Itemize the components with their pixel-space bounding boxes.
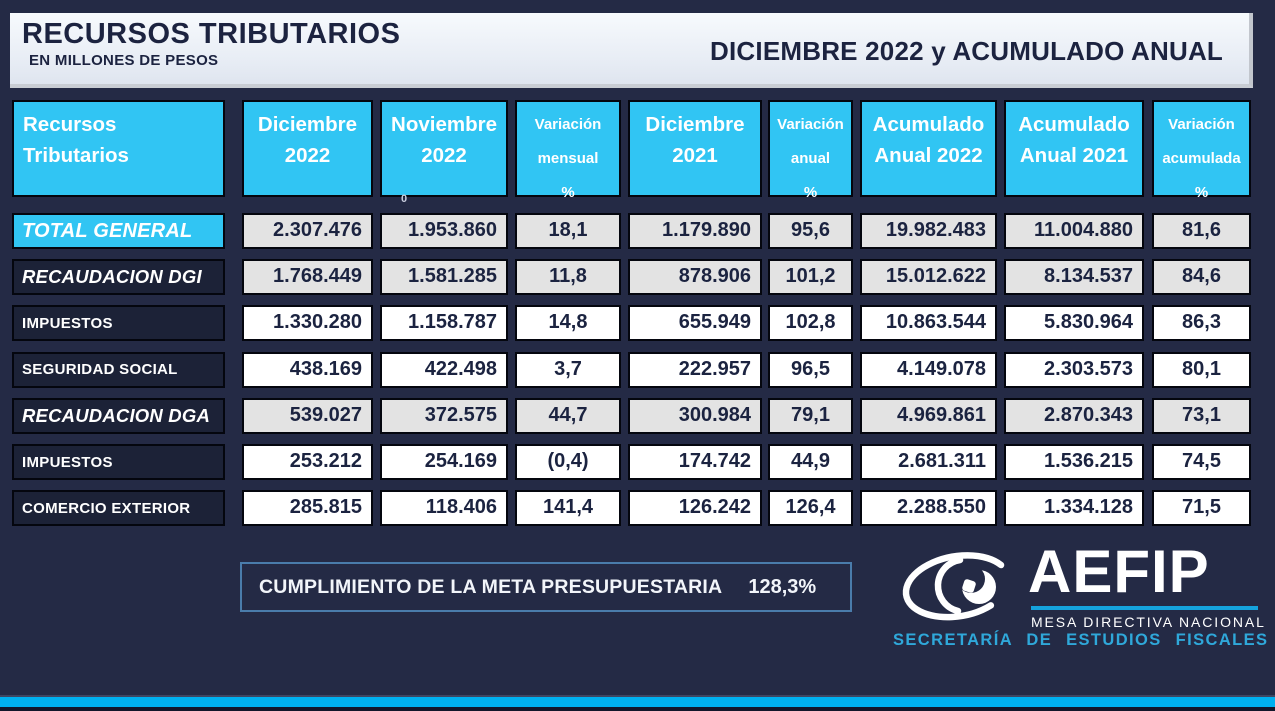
cell-diciembre-2022: 285.815 [242,490,373,526]
meta-label: CUMPLIMIENTO DE LA META PRESUPUESTARIA [259,575,723,598]
table-row [0,213,1275,249]
cell-acumulado-2022: 10.863.544 [860,305,997,341]
cell-diciembre-2021: 878.906 [628,259,762,295]
cell-diciembre-2021: 1.179.890 [628,213,762,249]
cell-acumulado-2021: 1.334.128 [1004,490,1144,526]
period-title: DICIEMBRE 2022 y ACUMULADO ANUAL [710,36,1223,66]
header-line: Variación [1168,116,1235,133]
cell-acumulado-2022: 4.149.078 [860,352,997,388]
cell-noviembre-2022: 1.581.285 [380,259,508,295]
cell-diciembre-2021: 174.742 [628,444,762,480]
page-subtitle: EN MILLONES DE PESOS [29,52,219,69]
cell-diciembre-2021: 126.242 [628,490,762,526]
cell-variacion-mensual: 44,7 [515,398,621,434]
cell-variacion-mensual: 18,1 [515,213,621,249]
cell-diciembre-2022: 1.330.280 [242,305,373,341]
column-header-variacion-acumulada [1152,100,1251,201]
table-row [0,444,1275,480]
row-label: IMPUESTOS [12,444,225,480]
header-line: 2021 [672,144,718,167]
header-line: Diciembre [645,113,745,136]
cell-variacion-anual: 101,2 [768,259,853,295]
column-header-recursos [12,100,225,197]
cell-variacion-anual: 79,1 [768,398,853,434]
cell-acumulado-2022: 19.982.483 [860,213,997,249]
cell-acumulado-2021: 8.134.537 [1004,259,1144,295]
header-line: Noviembre [391,113,497,136]
column-header-acumulado-2021 [1004,100,1144,197]
column-header-noviembre-2022 [380,100,508,197]
header-line: % [803,184,818,201]
header-line: Anual 2021 [1019,144,1129,167]
cell-acumulado-2022: 2.681.311 [860,444,997,480]
cell-variacion-anual: 126,4 [768,490,853,526]
cell-diciembre-2022: 438.169 [242,352,373,388]
cell-variacion-acumulada: 73,1 [1152,398,1251,434]
cell-acumulado-2022: 15.012.622 [860,259,997,295]
table-row [0,305,1275,341]
cell-variacion-acumulada: 86,3 [1152,305,1251,341]
header-line: anual [790,150,831,167]
cell-acumulado-2021: 1.536.215 [1004,444,1144,480]
cell-variacion-acumulada: 71,5 [1152,490,1251,526]
title-bar [10,13,1253,88]
cell-diciembre-2021: 300.984 [628,398,762,434]
cell-variacion-anual: 96,5 [768,352,853,388]
cell-diciembre-2022: 1.768.449 [242,259,373,295]
cell-diciembre-2022: 2.307.476 [242,213,373,249]
header-line: Diciembre [257,113,358,136]
column-header-diciembre-2022 [242,100,373,197]
table-row [0,490,1275,526]
aefip-wordmark: AEFIP [1028,538,1210,605]
cell-noviembre-2022: 422.498 [380,352,508,388]
cell-noviembre-2022: 1.158.787 [380,305,508,341]
cell-variacion-mensual: (0,4) [515,444,621,480]
header-line: Acumulado [872,113,985,136]
table-row [0,352,1275,388]
header-line: Anual 2022 [874,144,983,167]
table-row [0,398,1275,434]
logo-secretaria: SECRETARÍA DE ESTUDIOS FISCALES [893,631,1269,649]
stray-zero-artifact: 0 [401,193,408,205]
cell-noviembre-2022: 372.575 [380,398,508,434]
title-block [22,18,400,69]
cell-variacion-anual: 44,9 [768,444,853,480]
row-label: RECAUDACION DGA [12,398,225,434]
cell-variacion-acumulada: 74,5 [1152,444,1251,480]
column-header-acumulado-2022 [860,100,997,197]
header-line: Recursos [23,113,117,136]
cell-variacion-mensual: 14,8 [515,305,621,341]
header-line: acumulada [1162,150,1241,167]
cell-acumulado-2022: 2.288.550 [860,490,997,526]
logo-divider [1031,606,1258,610]
header-line: Acumulado [1018,113,1130,136]
cell-acumulado-2021: 11.004.880 [1004,213,1144,249]
cell-variacion-acumulada: 84,6 [1152,259,1251,295]
header-line: 2022 [284,144,331,167]
header-line: Variación [777,116,844,133]
bottom-stripe [0,697,1275,707]
cell-diciembre-2022: 539.027 [242,398,373,434]
header-line: 2022 [421,144,467,167]
cell-diciembre-2021: 222.957 [628,352,762,388]
row-label: TOTAL GENERAL [12,213,225,249]
cell-variacion-anual: 102,8 [768,305,853,341]
cell-variacion-acumulada: 80,1 [1152,352,1251,388]
header-line: Tributarios [23,144,129,167]
row-label: COMERCIO EXTERIOR [12,490,225,526]
column-header-variacion-mensual [515,100,621,201]
cell-diciembre-2021: 655.949 [628,305,762,341]
cell-variacion-mensual: 3,7 [515,352,621,388]
cell-acumulado-2021: 2.303.573 [1004,352,1144,388]
page-title: RECURSOS TRIBUTARIOS [22,18,401,50]
cell-noviembre-2022: 1.953.860 [380,213,508,249]
header-line: mensual [537,150,599,167]
column-header-diciembre-2021 [628,100,762,197]
row-label: RECAUDACION DGI [12,259,225,295]
cell-noviembre-2022: 254.169 [380,444,508,480]
cell-acumulado-2021: 2.870.343 [1004,398,1144,434]
meta-value: 128,3% [748,575,817,598]
cell-noviembre-2022: 118.406 [380,490,508,526]
bottom-edge [0,707,1275,711]
cell-diciembre-2022: 253.212 [242,444,373,480]
header-line: Variación [534,116,602,133]
cell-variacion-mensual: 11,8 [515,259,621,295]
cell-acumulado-2022: 4.969.861 [860,398,997,434]
row-label: SEGURIDAD SOCIAL [12,352,225,388]
header-line: % [561,184,575,201]
cell-variacion-acumulada: 81,6 [1152,213,1251,249]
aefip-eye-icon [897,545,1025,629]
column-header-variacion-anual [768,100,853,201]
logo-mesa-directiva: MESA DIRECTIVA NACIONAL [1031,614,1266,630]
cell-variacion-anual: 95,6 [768,213,853,249]
row-label: IMPUESTOS [12,305,225,341]
header-line: % [1194,184,1209,201]
cell-variacion-mensual: 141,4 [515,490,621,526]
cell-acumulado-2021: 5.830.964 [1004,305,1144,341]
table-row [0,259,1275,295]
meta-presupuestaria-box [240,562,852,612]
